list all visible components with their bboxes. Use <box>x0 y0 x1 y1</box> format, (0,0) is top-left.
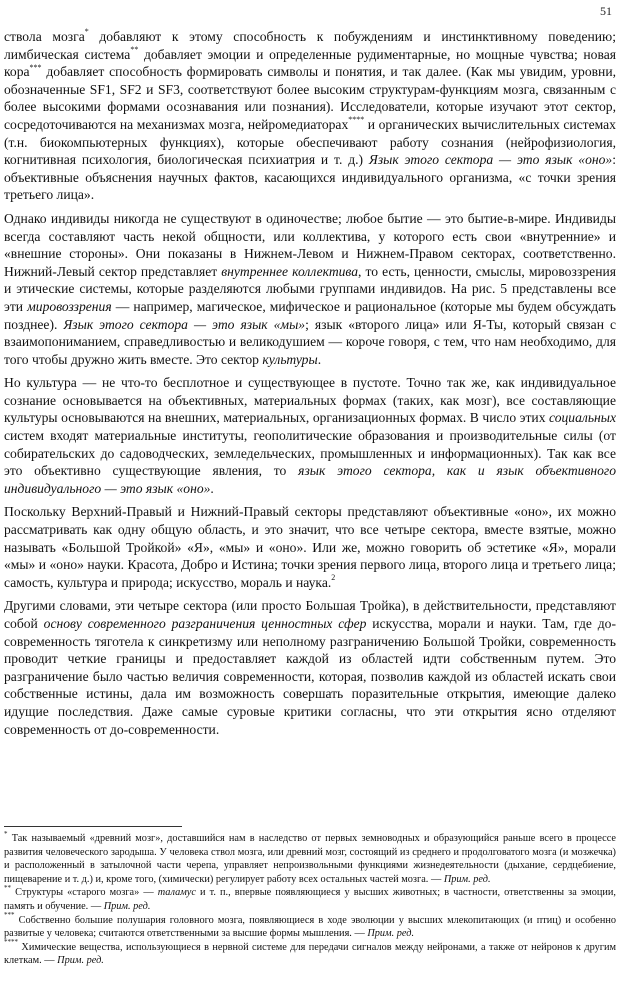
emphasis: Язык этого сектора — это язык «оно» <box>368 152 613 168</box>
footnote-ref-1: * <box>84 27 89 37</box>
text-span: , то есть, ценности, смыслы, мировоззрения и этические системы, которые разделяются любыми группами индивидов. На рис. 5 представлены все эти <box>4 263 616 314</box>
text-span: искусства, морали и науки. Там, где до-современность тяготела к синкретизму или неполному разграничению Большой Тройки, современность проводит четкие границы и предоставляет каждой из областей идти собственным путем. Это разграничение было частью величия современности, которая, позволив каждой из областей искать свои собственные истины, дала им возможность совершать поразительные открытия, имеющие далеко идущие последствия. Даже самые суровые критики согласны, что эти открытия ясно отделяют современность от до-современности. <box>4 616 616 737</box>
footnote-divider <box>4 826 182 827</box>
emphasis: социальных <box>549 410 616 426</box>
footnote-mark: * <box>4 829 8 838</box>
footnote-mark: ** <box>4 883 11 892</box>
text-span: ствола мозга <box>4 29 85 44</box>
emphasis: культуры <box>262 351 318 367</box>
text-span: . <box>210 480 214 496</box>
footnote-ref-2: ** <box>130 45 139 55</box>
paragraph-5 <box>4 597 616 738</box>
text-span: ; язык «второго лица» или Я-Ты, который связан с взаимопониманием, справедливостью и великодушием — короче говоря, с тем, что нам необходимо, для того чтобы дружно жить вместе. Это сектор <box>4 316 616 367</box>
text-span: : объективные объяснения научных фактов, касающихся индивидуального организма, «с точки зрения третьего лица». <box>4 152 616 203</box>
paragraph-3 <box>4 374 616 497</box>
text-span: Но культура — не что-то бесплотное и существующее в пустоте. Точно так же, как индивидуальное сознание основывается на объективных, материальных формах (таких, как мозг), все составляющие культуры основываются на внешних, материальных, организационных формах. В число этих <box>4 375 616 426</box>
emphasis: таламус <box>157 887 196 899</box>
footnote-ref-4: **** <box>348 115 365 125</box>
footnote-editor-note: Прим. ред. <box>57 955 104 967</box>
footnote-text: и т. п., впервые появляющиеся у высших животных; в частности, ответственны за эмоции, память и обучение. — <box>4 887 616 912</box>
text-span: систем входят материальные институты, геополитические образования и производительные силы (от собирательских до садоводческих, земледельческих, промышленных и информационных). Так как все это объективно существующие явления, то <box>4 428 616 479</box>
footnotes <box>4 829 616 968</box>
footnote-mark: *** <box>4 911 15 920</box>
page-number: 51 <box>600 4 612 18</box>
text-span: добавляет способность формировать символы и понятия, и так далее. (Как мы увидим, уровни, обозначенные SF1, SF2 и SF3, соответствуют более высоким структурам-функциям мозга, связанным с более высокими формами осознавания или познания). Исследователи, которые изучают этот сектор, сосредоточиваются на механизмах мозга, нейромедиаторах <box>4 64 616 132</box>
paragraph-4 <box>4 503 616 591</box>
paragraph-1 <box>4 28 616 204</box>
footnote-4 <box>4 938 616 968</box>
footnote-3 <box>4 911 616 941</box>
emphasis: язык этого сектора, как и язык объективного индивидуального — это язык «оно» <box>4 463 617 496</box>
footnote-mark: **** <box>4 938 18 947</box>
footnote-text: Собственно большие полушария головного мозга, появляющиеся в ходе эволюции у высших млекопитающих (и птиц) и особенно развитые у человека; считаются ответственными за высшие формы мышления. — <box>4 914 616 940</box>
footnote-editor-note: Прим. ред. <box>443 873 491 885</box>
footnote-text: Структуры «старого мозга» — <box>11 887 158 899</box>
footnote-text: Химические вещества, использующиеся в нервной системе для передачи сигналов между нейронами, а также от нейронов к другим клеткам. — <box>4 941 616 967</box>
endnote-ref-2: 2 <box>331 573 336 583</box>
footnote-ref-3: *** <box>29 62 42 72</box>
text-span: — например, магическое, мифическое и рациональное (которые мы будем обсуждать позднее). <box>4 298 616 332</box>
footnote-editor-note: Прим. ред. <box>367 928 415 940</box>
footnote-text: Так называемый «древний мозг», доставшийся нам в наследство от первых земноводных и образующийся раньше всего в процессе развития человеческого зародыша. У человека ствол мозга, или древний мозг, состоящий из среднего и продолговатого мозга (и мозжечка) и расположенный в затылочной части черепа, управляет непроизвольными функциями жизнедеятельности (дыхание, сердцебиение, пищеварение и т. д.) и, кроме того, (химически) регулирует работу всех остальных частей мозга. — <box>4 833 616 885</box>
footnote-editor-note: Прим. ред. <box>103 900 151 912</box>
main-text <box>4 28 616 744</box>
text-span: . <box>317 351 322 367</box>
text-span: добавляют к этому способность к побуждениям и инстинктивному поведению; лимбическая система <box>4 29 616 62</box>
emphasis: внутреннее коллектива <box>221 263 359 279</box>
text-span: Поскольку Верхний-Правый и Нижний-Правый секторы представляют объективные «оно», их можно рассматривать как одну общую область, и это значит, что все четыре сектора, вместе взятые, можно называть «Большой Тройкой» «Я», «мы» и «оно». Или же, можно говорить об эстетике «Я», морали «мы» и «оно» науки. Красота, Добро и Истина; точки зрения первого лица, второго лица и третьего лица; самость, культура и природа; искусство, мораль и наука. <box>4 504 616 590</box>
text-span: и органических вычислительных системах (т.н. биокомпьютерных функциях), которые обеспечивают работу сознания (нейрофизиология, когнитивная психология, биологическая психиатрия и т. д.) <box>4 116 616 168</box>
text-span: добавляет эмоции и определенные рудиментарные, но мощные чувства; новая кора <box>4 46 617 80</box>
text-span: Однако индивиды никогда не существуют в одиночестве; любое бытие — это бытие-в-мире. Индивиды всегда составляют часть некой общности, или коллектива, у которого есть свои «внутренние» и «внешние стороны». Они показаны в Нижнем-Левом и Нижнем-Правом секторах, соответственно. Нижний-Левый сектор представляет <box>4 210 616 279</box>
emphasis: основу современного разграничения ценностных сфер <box>43 616 367 631</box>
text-span: Другими словами, эти четыре сектора (или просто Большая Тройка), в действительности, представляют собой <box>4 598 616 631</box>
emphasis: Язык этого сектора — это язык «мы» <box>63 316 306 332</box>
footnote-1 <box>4 829 616 886</box>
emphasis: мировоззрения <box>27 298 112 314</box>
paragraph-2 <box>4 210 616 368</box>
footnote-2 <box>4 883 616 913</box>
